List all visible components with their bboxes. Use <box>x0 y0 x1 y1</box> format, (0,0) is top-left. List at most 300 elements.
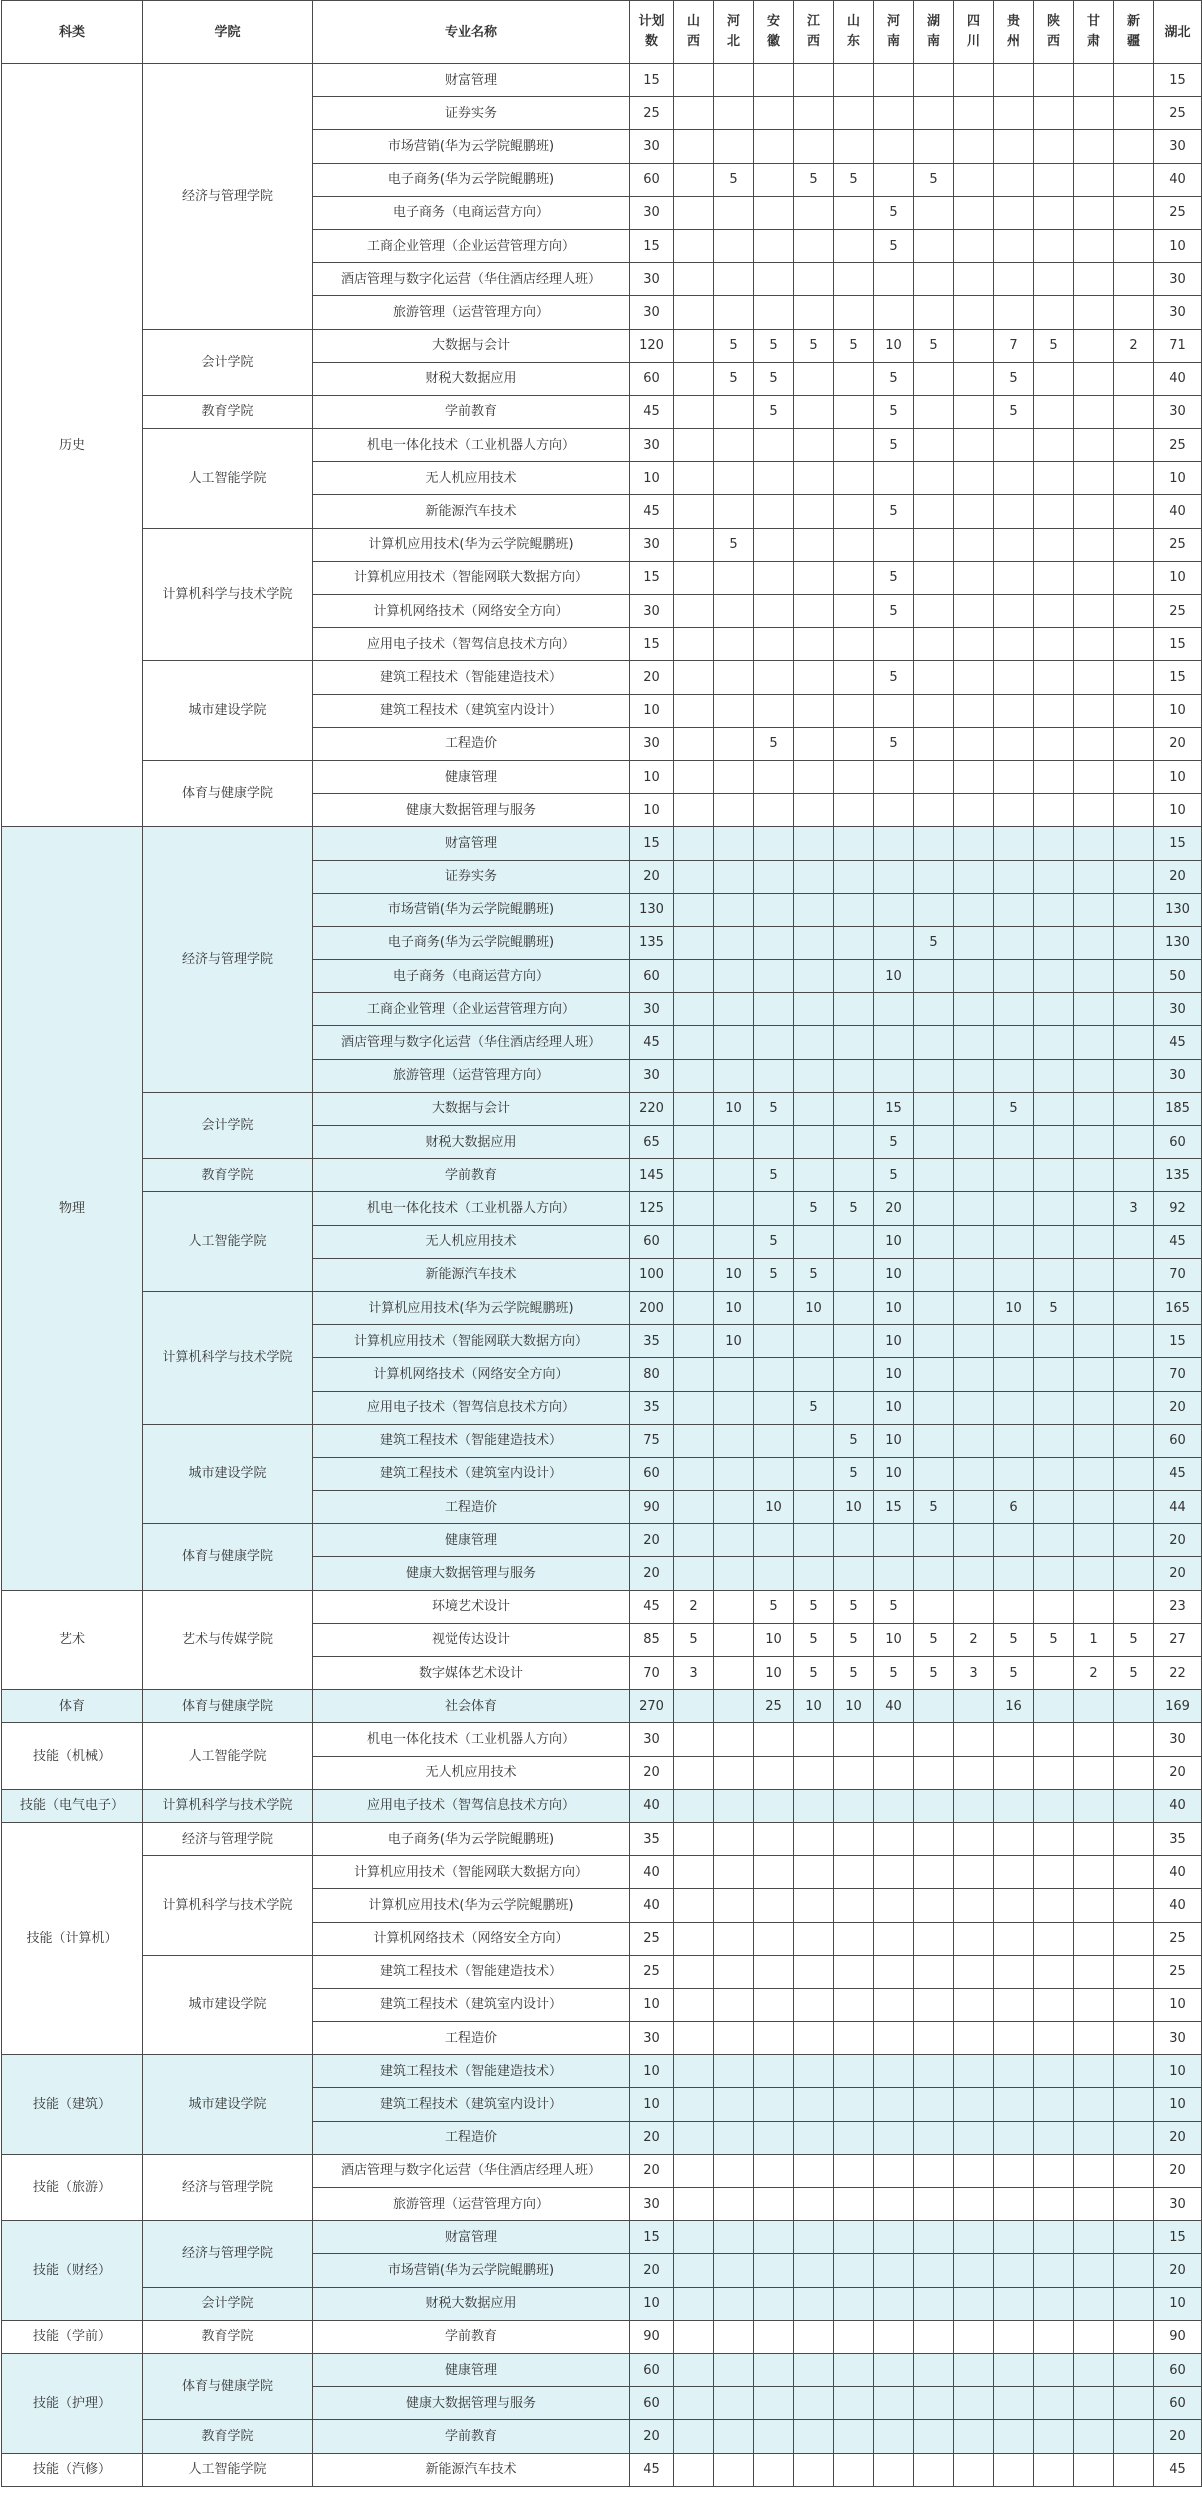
henan-cell <box>874 993 914 1026</box>
jiangxi-cell <box>794 362 834 395</box>
sichuan-cell <box>954 1856 994 1889</box>
shanxi-cell <box>674 2221 714 2254</box>
shaanxi-cell <box>1034 1159 1074 1192</box>
college-cell: 教育学院 <box>143 1159 313 1192</box>
category-cell: 技能（计算机） <box>2 1822 143 2054</box>
shandong-cell: 5 <box>834 329 874 362</box>
henan-cell <box>874 1822 914 1855</box>
xinjiang-cell <box>1114 993 1154 1026</box>
anhui-cell <box>754 1524 794 1557</box>
gansu-cell <box>1074 595 1114 628</box>
guizhou-cell <box>994 1789 1034 1822</box>
guizhou-cell <box>994 1192 1034 1225</box>
sichuan-cell <box>954 1059 994 1092</box>
henan-cell <box>874 2188 914 2221</box>
jiangxi-cell <box>794 561 834 594</box>
hunan-cell: 5 <box>914 1491 954 1524</box>
xinjiang-cell <box>1114 1690 1154 1723</box>
hunan-cell <box>914 1059 954 1092</box>
anhui-cell <box>754 429 794 462</box>
henan-cell <box>874 163 914 196</box>
shandong-cell <box>834 1922 874 1955</box>
xinjiang-cell <box>1114 1258 1154 1291</box>
major-cell: 工商企业管理（企业运营管理方向） <box>313 993 630 1026</box>
plan-cell: 30 <box>630 196 674 229</box>
hebei-cell <box>714 229 754 262</box>
hebei-cell <box>714 1192 754 1225</box>
shandong-cell <box>834 1756 874 1789</box>
sichuan-cell <box>954 1690 994 1723</box>
jiangxi-cell <box>794 1424 834 1457</box>
shaanxi-cell <box>1034 462 1074 495</box>
hunan-cell: 5 <box>914 926 954 959</box>
table-row <box>2 1524 1202 1557</box>
hubei-cell: 10 <box>1154 694 1202 727</box>
header-major: 专业名称 <box>313 1 630 64</box>
hebei-cell <box>714 1225 754 1258</box>
anhui-cell <box>754 1988 794 2021</box>
shanxi-cell <box>674 727 714 760</box>
plan-cell: 80 <box>630 1358 674 1391</box>
plan-cell: 30 <box>630 528 674 561</box>
shanxi-cell <box>674 1690 714 1723</box>
shaanxi-cell <box>1034 1059 1074 1092</box>
major-cell: 财富管理 <box>313 2221 630 2254</box>
guizhou-cell <box>994 1424 1034 1457</box>
xinjiang-cell <box>1114 1756 1154 1789</box>
hunan-cell <box>914 2221 954 2254</box>
guizhou-cell <box>994 64 1034 97</box>
xinjiang-cell <box>1114 827 1154 860</box>
table-row <box>2 1159 1202 1192</box>
shandong-cell <box>834 1026 874 1059</box>
hubei-cell: 130 <box>1154 893 1202 926</box>
xinjiang-cell <box>1114 429 1154 462</box>
hubei-cell: 45 <box>1154 1026 1202 1059</box>
shanxi-cell <box>674 628 714 661</box>
hebei-cell <box>714 794 754 827</box>
hunan-cell <box>914 860 954 893</box>
anhui-cell <box>754 64 794 97</box>
hubei-cell: 20 <box>1154 1524 1202 1557</box>
table-row <box>2 1192 1202 1225</box>
hunan-cell <box>914 1955 954 1988</box>
henan-cell <box>874 827 914 860</box>
shaanxi-cell <box>1034 1723 1074 1756</box>
henan-cell: 5 <box>874 395 914 428</box>
table-row <box>2 2353 1202 2386</box>
xinjiang-cell <box>1114 2254 1154 2287</box>
gansu-cell <box>1074 2287 1114 2320</box>
shanxi-cell <box>674 2088 714 2121</box>
henan-cell <box>874 1723 914 1756</box>
shandong-cell <box>834 1159 874 1192</box>
gansu-cell <box>1074 2387 1114 2420</box>
hubei-cell: 50 <box>1154 960 1202 993</box>
jiangxi-cell <box>794 196 834 229</box>
plan-cell: 20 <box>630 1557 674 1590</box>
hubei-cell: 10 <box>1154 760 1202 793</box>
shaanxi-cell <box>1034 1955 1074 1988</box>
shaanxi-cell <box>1034 196 1074 229</box>
hunan-cell <box>914 2022 954 2055</box>
xinjiang-cell <box>1114 395 1154 428</box>
sichuan-cell <box>954 827 994 860</box>
gansu-cell <box>1074 2022 1114 2055</box>
hubei-cell: 60 <box>1154 1424 1202 1457</box>
major-cell: 财富管理 <box>313 827 630 860</box>
plan-cell: 75 <box>630 1424 674 1457</box>
shandong-cell <box>834 229 874 262</box>
hunan-cell: 5 <box>914 163 954 196</box>
shandong-cell <box>834 926 874 959</box>
shaanxi-cell <box>1034 1491 1074 1524</box>
shaanxi-cell <box>1034 2254 1074 2287</box>
anhui-cell <box>754 960 794 993</box>
henan-cell <box>874 893 914 926</box>
henan-cell <box>874 64 914 97</box>
anhui-cell <box>754 2055 794 2088</box>
shanxi-cell <box>674 1822 714 1855</box>
shaanxi-cell <box>1034 1192 1074 1225</box>
shanxi-cell <box>674 296 714 329</box>
major-cell: 健康大数据管理与服务 <box>313 794 630 827</box>
table-row <box>2 2221 1202 2254</box>
plan-cell: 30 <box>630 130 674 163</box>
guizhou-cell <box>994 993 1034 1026</box>
hunan-cell <box>914 97 954 130</box>
major-cell: 无人机应用技术 <box>313 462 630 495</box>
hebei-cell <box>714 2188 754 2221</box>
jiangxi-cell <box>794 395 834 428</box>
gansu-cell <box>1074 1059 1114 1092</box>
sichuan-cell <box>954 1457 994 1490</box>
hebei-cell <box>714 462 754 495</box>
table-row <box>2 429 1202 462</box>
college-cell: 会计学院 <box>143 329 313 395</box>
gansu-cell <box>1074 1789 1114 1822</box>
plan-cell: 60 <box>630 2353 674 2386</box>
major-cell: 学前教育 <box>313 2420 630 2453</box>
shandong-cell <box>834 1557 874 1590</box>
shaanxi-cell <box>1034 1856 1074 1889</box>
hunan-cell <box>914 1092 954 1125</box>
sichuan-cell <box>954 163 994 196</box>
plan-cell: 10 <box>630 462 674 495</box>
henan-cell <box>874 1557 914 1590</box>
sichuan-cell: 2 <box>954 1623 994 1656</box>
guizhou-cell <box>994 229 1034 262</box>
shanxi-cell <box>674 926 714 959</box>
sichuan-cell <box>954 2188 994 2221</box>
table-row <box>2 827 1202 860</box>
henan-cell <box>874 2055 914 2088</box>
guizhou-cell <box>994 2287 1034 2320</box>
hebei-cell <box>714 2121 754 2154</box>
plan-cell: 60 <box>630 1225 674 1258</box>
guizhou-cell: 5 <box>994 1657 1034 1690</box>
hubei-cell: 25 <box>1154 1955 1202 1988</box>
shandong-cell <box>834 960 874 993</box>
major-cell: 建筑工程技术（智能建造技术） <box>313 1424 630 1457</box>
shanxi-cell <box>674 362 714 395</box>
shaanxi-cell <box>1034 395 1074 428</box>
xinjiang-cell: 3 <box>1114 1192 1154 1225</box>
shanxi-cell <box>674 97 714 130</box>
hebei-cell: 10 <box>714 1325 754 1358</box>
shaanxi-cell <box>1034 1756 1074 1789</box>
sichuan-cell <box>954 2088 994 2121</box>
guizhou-cell <box>994 196 1034 229</box>
hunan-cell <box>914 2287 954 2320</box>
plan-cell: 20 <box>630 2154 674 2187</box>
henan-cell <box>874 2254 914 2287</box>
shaanxi-cell <box>1034 229 1074 262</box>
shanxi-cell <box>674 794 714 827</box>
shanxi-cell <box>674 2188 714 2221</box>
hebei-cell <box>714 2453 754 2486</box>
hubei-cell: 20 <box>1154 2154 1202 2187</box>
guizhou-cell <box>994 1457 1034 1490</box>
shanxi-cell <box>674 2154 714 2187</box>
guizhou-cell: 5 <box>994 395 1034 428</box>
shanxi-cell <box>674 661 714 694</box>
shaanxi-cell <box>1034 528 1074 561</box>
college-cell: 人工智能学院 <box>143 1723 313 1789</box>
anhui-cell <box>754 196 794 229</box>
shaanxi-cell <box>1034 926 1074 959</box>
shandong-cell <box>834 595 874 628</box>
anhui-cell <box>754 1325 794 1358</box>
jiangxi-cell <box>794 2188 834 2221</box>
sichuan-cell <box>954 1291 994 1324</box>
guizhou-cell <box>994 1922 1034 1955</box>
anhui-cell <box>754 1789 794 1822</box>
table-row <box>2 2287 1202 2320</box>
shanxi-cell <box>674 993 714 1026</box>
sichuan-cell <box>954 97 994 130</box>
shaanxi-cell <box>1034 2287 1074 2320</box>
hunan-cell <box>914 362 954 395</box>
hubei-cell: 185 <box>1154 1092 1202 1125</box>
shaanxi-cell <box>1034 495 1074 528</box>
shaanxi-cell <box>1034 2221 1074 2254</box>
henan-cell: 10 <box>874 1457 914 1490</box>
gansu-cell <box>1074 1192 1114 1225</box>
henan-cell: 10 <box>874 1258 914 1291</box>
major-cell: 建筑工程技术（建筑室内设计） <box>313 2088 630 2121</box>
shandong-cell <box>834 2453 874 2486</box>
plan-cell: 60 <box>630 2387 674 2420</box>
xinjiang-cell <box>1114 1922 1154 1955</box>
shandong-cell <box>834 1258 874 1291</box>
hubei-cell: 20 <box>1154 2121 1202 2154</box>
xinjiang-cell <box>1114 2188 1154 2221</box>
shandong-cell <box>834 296 874 329</box>
sichuan-cell <box>954 860 994 893</box>
hunan-cell <box>914 1856 954 1889</box>
hunan-cell <box>914 2121 954 2154</box>
hunan-cell <box>914 993 954 1026</box>
anhui-cell <box>754 1889 794 1922</box>
shandong-cell <box>834 395 874 428</box>
plan-cell: 30 <box>630 595 674 628</box>
table-row <box>2 661 1202 694</box>
jiangxi-cell <box>794 1059 834 1092</box>
major-cell: 健康管理 <box>313 1524 630 1557</box>
shaanxi-cell <box>1034 1358 1074 1391</box>
category-cell: 技能（汽修） <box>2 2453 143 2486</box>
gansu-cell <box>1074 2154 1114 2187</box>
shandong-cell <box>834 1225 874 1258</box>
jiangxi-cell <box>794 528 834 561</box>
henan-cell: 40 <box>874 1690 914 1723</box>
xinjiang-cell <box>1114 1856 1154 1889</box>
header-province-gansu: 甘 肃 <box>1074 1 1114 64</box>
gansu-cell <box>1074 1391 1114 1424</box>
xinjiang-cell <box>1114 2022 1154 2055</box>
hunan-cell <box>914 1159 954 1192</box>
hunan-cell <box>914 1424 954 1457</box>
major-cell: 建筑工程技术（建筑室内设计） <box>313 1457 630 1490</box>
major-cell: 电子商务（电商运营方向） <box>313 196 630 229</box>
hebei-cell <box>714 1856 754 1889</box>
major-cell: 应用电子技术（智驾信息技术方向） <box>313 1391 630 1424</box>
plan-cell: 135 <box>630 926 674 959</box>
xinjiang-cell: 2 <box>1114 329 1154 362</box>
hubei-cell: 30 <box>1154 993 1202 1026</box>
hunan-cell <box>914 2387 954 2420</box>
xinjiang-cell <box>1114 1325 1154 1358</box>
hunan-cell <box>914 1358 954 1391</box>
henan-cell <box>874 794 914 827</box>
category-cell: 技能（机械） <box>2 1723 143 1789</box>
anhui-cell: 5 <box>754 1092 794 1125</box>
anhui-cell <box>754 296 794 329</box>
jiangxi-cell <box>794 1955 834 1988</box>
guizhou-cell <box>994 2088 1034 2121</box>
sichuan-cell <box>954 528 994 561</box>
shanxi-cell <box>674 1391 714 1424</box>
jiangxi-cell <box>794 296 834 329</box>
anhui-cell <box>754 2022 794 2055</box>
hebei-cell <box>714 960 754 993</box>
hunan-cell: 5 <box>914 1623 954 1656</box>
shandong-cell <box>834 130 874 163</box>
anhui-cell <box>754 229 794 262</box>
major-cell: 财富管理 <box>313 64 630 97</box>
anhui-cell <box>754 2121 794 2154</box>
shaanxi-cell <box>1034 163 1074 196</box>
xinjiang-cell <box>1114 628 1154 661</box>
plan-cell: 90 <box>630 2320 674 2353</box>
hubei-cell: 30 <box>1154 263 1202 296</box>
xinjiang-cell <box>1114 2121 1154 2154</box>
shanxi-cell <box>674 163 714 196</box>
plan-cell: 10 <box>630 760 674 793</box>
shanxi-cell <box>674 1159 714 1192</box>
xinjiang-cell <box>1114 1590 1154 1623</box>
hebei-cell <box>714 2022 754 2055</box>
shanxi-cell <box>674 1955 714 1988</box>
hubei-cell: 35 <box>1154 1822 1202 1855</box>
shanxi-cell <box>674 229 714 262</box>
shandong-cell <box>834 1789 874 1822</box>
major-cell: 工程造价 <box>313 2022 630 2055</box>
henan-cell <box>874 263 914 296</box>
guizhou-cell: 16 <box>994 1690 1034 1723</box>
shaanxi-cell <box>1034 893 1074 926</box>
henan-cell <box>874 2088 914 2121</box>
hunan-cell <box>914 1889 954 1922</box>
gansu-cell <box>1074 1258 1114 1291</box>
hebei-cell <box>714 2420 754 2453</box>
major-cell: 财税大数据应用 <box>313 1126 630 1159</box>
hunan-cell <box>914 1325 954 1358</box>
henan-cell: 5 <box>874 1126 914 1159</box>
plan-cell: 30 <box>630 2022 674 2055</box>
shanxi-cell <box>674 2420 714 2453</box>
college-cell: 城市建设学院 <box>143 1955 313 2055</box>
hubei-cell: 90 <box>1154 2320 1202 2353</box>
guizhou-cell <box>994 2453 1034 2486</box>
hebei-cell <box>714 2320 754 2353</box>
xinjiang-cell <box>1114 2221 1154 2254</box>
hebei-cell <box>714 64 754 97</box>
hunan-cell <box>914 1258 954 1291</box>
anhui-cell <box>754 1391 794 1424</box>
gansu-cell <box>1074 1955 1114 1988</box>
shaanxi-cell <box>1034 1590 1074 1623</box>
college-cell: 教育学院 <box>143 395 313 428</box>
hubei-cell: 27 <box>1154 1623 1202 1656</box>
gansu-cell <box>1074 196 1114 229</box>
xinjiang-cell <box>1114 1557 1154 1590</box>
shandong-cell <box>834 1358 874 1391</box>
shaanxi-cell <box>1034 1126 1074 1159</box>
shanxi-cell <box>674 1358 714 1391</box>
gansu-cell <box>1074 296 1114 329</box>
henan-cell: 15 <box>874 1092 914 1125</box>
plan-cell: 15 <box>630 827 674 860</box>
table-row <box>2 2420 1202 2453</box>
hebei-cell <box>714 2254 754 2287</box>
shandong-cell <box>834 2320 874 2353</box>
sichuan-cell <box>954 727 994 760</box>
jiangxi-cell <box>794 229 834 262</box>
hebei-cell <box>714 1789 754 1822</box>
guizhou-cell <box>994 462 1034 495</box>
sichuan-cell <box>954 64 994 97</box>
hunan-cell <box>914 429 954 462</box>
hebei-cell <box>714 628 754 661</box>
shaanxi-cell <box>1034 429 1074 462</box>
hubei-cell: 30 <box>1154 2022 1202 2055</box>
hunan-cell <box>914 628 954 661</box>
jiangxi-cell <box>794 926 834 959</box>
jiangxi-cell: 5 <box>794 1258 834 1291</box>
hebei-cell <box>714 1424 754 1457</box>
category-cell: 艺术 <box>2 1590 143 1690</box>
jiangxi-cell <box>794 1988 834 2021</box>
plan-cell: 30 <box>630 263 674 296</box>
college-cell: 计算机科学与技术学院 <box>143 1291 313 1424</box>
major-cell: 新能源汽车技术 <box>313 495 630 528</box>
shaanxi-cell <box>1034 860 1074 893</box>
header-province-shanxi: 山 西 <box>674 1 714 64</box>
college-cell: 经济与管理学院 <box>143 2154 313 2220</box>
xinjiang-cell <box>1114 1988 1154 2021</box>
